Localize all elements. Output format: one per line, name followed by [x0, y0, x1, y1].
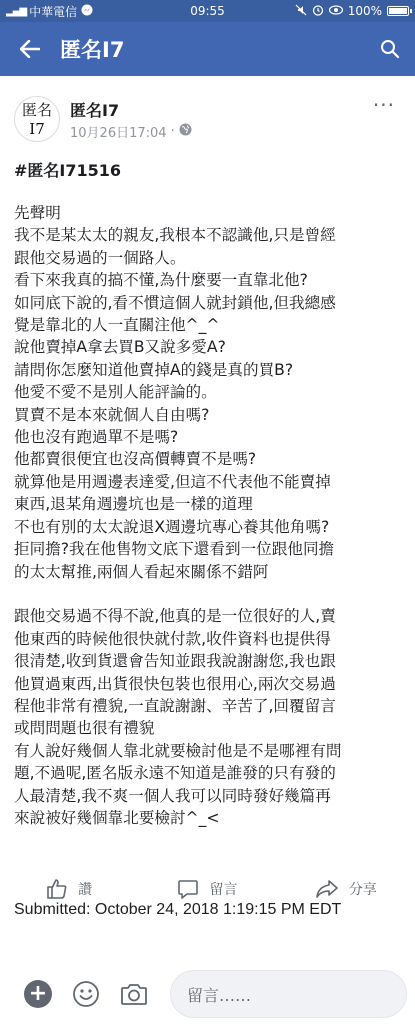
back-button[interactable] — [0, 40, 60, 58]
post-body-line — [14, 583, 407, 605]
search-button[interactable] — [365, 39, 415, 59]
post-body-line: 他也沒有跑過單不是嗎? — [14, 428, 179, 447]
comment-composer — [0, 966, 415, 1022]
eye-icon — [329, 4, 343, 18]
post-header — [0, 76, 415, 148]
battery-icon — [387, 6, 409, 16]
action-bar — [0, 866, 415, 912]
post-body-line: 的太太幫推,兩個人看起來關係不錯阿 — [14, 562, 269, 581]
post-body-line: 買賣不是本來就個人自由嗎? — [14, 405, 210, 424]
meta-separator: · — [170, 124, 175, 139]
thumbs-up-icon — [46, 878, 68, 900]
post-body-line: 請問你怎麼知道他賣掉A的錢是真的買B? — [14, 360, 294, 379]
post-body-line: 很清楚,收到貨還會告知並跟我說謝謝您,我也跟 — [14, 652, 336, 671]
post-body-line: 就算他是用週邊表達愛,但這不代表他不能賣掉 — [14, 472, 331, 491]
avatar-text-top: 匿名 — [21, 101, 52, 119]
author-name[interactable]: 匿名I7 — [70, 101, 120, 120]
more-options-button[interactable]: ··· — [372, 93, 395, 117]
avatar[interactable] — [14, 96, 60, 142]
post-body-line: 他東西的時候他很快就付款,收件資料也提供得 — [14, 629, 331, 648]
carrier-label: 中華電信 — [29, 4, 78, 19]
messenger-icon — [81, 4, 93, 19]
comment-label: 留言 — [209, 882, 238, 898]
app-bar — [0, 22, 415, 76]
emoji-button[interactable] — [62, 980, 110, 1008]
post-timestamp[interactable]: 10月26日17:04 — [70, 126, 167, 141]
battery-percent: 100% — [347, 4, 382, 18]
signal-icon: ▂▄▆ — [6, 5, 27, 17]
plus-icon: + — [24, 980, 52, 1008]
post-body-line: 看下來我真的搞不懂,為什麼要一直靠北他? — [14, 271, 308, 290]
like-button[interactable] — [0, 866, 138, 912]
post-body-line: 他買過東西,出貨很快包裝也很用心,兩次交易過 — [14, 674, 336, 693]
post-meta — [70, 122, 192, 141]
add-attachment-button[interactable] — [14, 980, 62, 1008]
share-button[interactable] — [277, 866, 415, 912]
post-body-line: 說他賣掉A拿去買B又說多愛A? — [14, 338, 226, 357]
back-arrow-icon — [20, 40, 40, 58]
post-body-line: 拒同擔?我在他售物文底下還看到一位跟他同擔 — [14, 540, 335, 559]
comment-button[interactable] — [138, 866, 276, 912]
post-body-line: 不也有別的太太說退X週邊坑專心養其他角嗎? — [14, 517, 330, 536]
post-body-line: 東西,退某角週邊坑也是一樣的道理 — [14, 495, 253, 514]
page-title: 匿名I7 — [60, 38, 125, 62]
post-body-line: 他愛不愛不是別人能評論的。 — [14, 383, 217, 402]
mute-icon — [295, 4, 307, 19]
post-hashtag[interactable]: #匿名I71516 — [14, 161, 122, 180]
post-body-line: 人最清楚,我不爽一個人我可以同時發好幾篇再 — [14, 786, 331, 805]
comment-icon — [177, 878, 199, 900]
camera-icon — [120, 981, 148, 1007]
share-label: 分享 — [348, 882, 377, 898]
post-body-line: 程他非常有禮貌,一直說謝謝、辛苦了,回覆留言 — [14, 696, 336, 715]
post-body-line: 我不是某太太的親友,我根本不認識他,只是曾經 — [14, 226, 336, 245]
alarm-icon — [312, 4, 324, 19]
post-body-line: 先聲明 — [14, 204, 61, 222]
comment-input[interactable] — [170, 970, 407, 1018]
camera-button[interactable] — [110, 981, 158, 1007]
post-body-line: 如同底下說的,看不慣這個人就封鎖他,但我總感 — [14, 293, 336, 312]
share-icon — [315, 879, 339, 899]
comment-placeholder: 留言…… — [187, 985, 252, 1005]
submitted-line: Submitted: October 24, 2018 1:19:15 PM EDT — [14, 901, 342, 918]
post-body-line: 跟他交易過不得不說,他真的是一位很好的人,賣 — [14, 607, 336, 626]
globe-icon — [179, 123, 192, 140]
post-body-line: 題,不過呢,匿名版永遠不知道是誰發的只有發的 — [14, 764, 336, 783]
post-body-line: 來說被好幾個靠北要檢討^_< — [14, 808, 220, 827]
post-body — [14, 202, 407, 829]
post-body-line: 他都賣很便宜也沒高價轉賣不是嗎? — [14, 450, 257, 469]
avatar-text-bottom: I7 — [29, 120, 45, 138]
clock: 09:55 — [190, 4, 225, 18]
status-bar — [0, 0, 415, 22]
post-body-line: 有人說好幾個人靠北就要檢討他是不是哪裡有問 — [14, 741, 342, 760]
search-icon — [380, 39, 400, 59]
smiley-icon — [72, 980, 100, 1008]
post-body-line: 或問問題也很有禮貌 — [14, 719, 155, 738]
post-body-line: 跟他交易過的一個路人。 — [14, 248, 186, 267]
like-label: 讚 — [78, 882, 93, 898]
post-body-line: 覺是靠北的人一直關注他^_^ — [14, 316, 220, 335]
